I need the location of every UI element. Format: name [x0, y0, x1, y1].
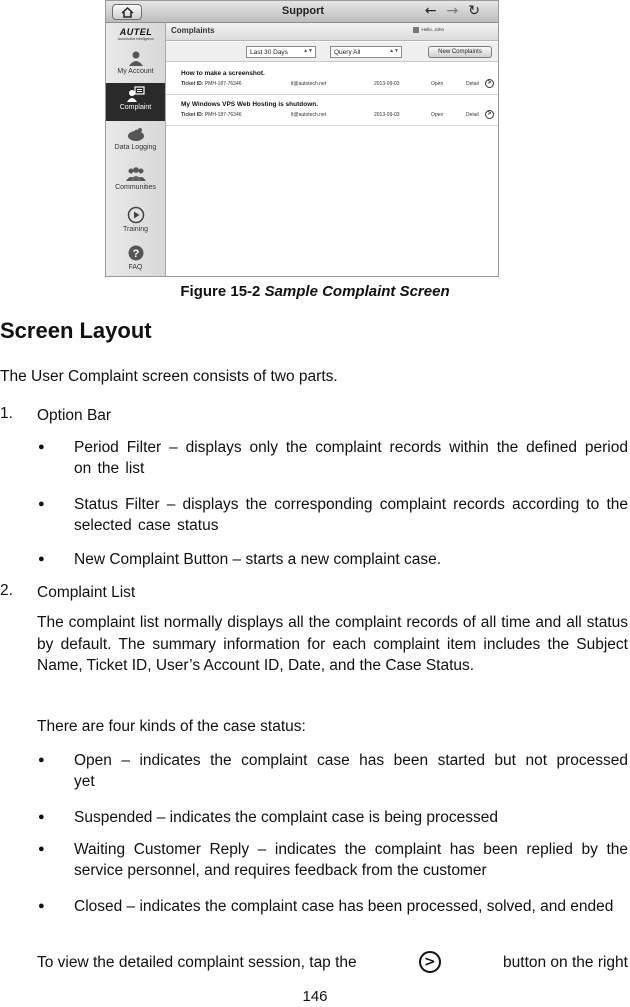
data-logging-icon: [127, 126, 145, 142]
intro-text: The User Complaint screen consists of two parts.: [0, 368, 338, 385]
detail-arrow-icon[interactable]: >: [485, 110, 494, 119]
main-header: [166, 23, 498, 41]
list-title: Option Bar: [37, 407, 112, 424]
user-greeting: Hello, John: [413, 27, 444, 33]
figure-caption: Figure 15-2 Sample Complaint Screen: [180, 283, 450, 300]
bullet-dot: ●: [38, 843, 45, 855]
communities-icon: [126, 166, 146, 182]
bullet-dot: ●: [38, 811, 45, 823]
person-icon: [128, 50, 144, 66]
bullet-text: Suspended – indicates the complaint case is being processed: [74, 809, 498, 826]
bullet-dot: ●: [38, 498, 45, 510]
period-filter[interactable]: Last 30 Days ▲▼: [246, 46, 316, 58]
option-bar: [166, 42, 498, 62]
dropdown-arrow-icon: ▲▼: [389, 48, 399, 54]
bullet-text: Status Filter – displays the corresponding complaint records according to the selected case status: [74, 496, 628, 534]
bullet-text: Waiting Customer Reply – indicates the complaint has been replied by the service personnel, and requires feedback from the customer: [74, 841, 628, 879]
sidebar-item-faq[interactable]: ? FAQ: [106, 241, 165, 277]
complaint-icon: [127, 86, 145, 102]
bullet-dot: ●: [38, 754, 45, 766]
main-panel: [166, 23, 498, 277]
bullet-text: New Complaint Button – starts a new complaint case.: [74, 551, 442, 568]
paragraph: The complaint list normally displays all the complaint records of all time and all status by default. The summary information for each complaint item includes the Subject Name, Ticket ID, User’s Account ID, Date, and the Case Status.: [37, 614, 628, 674]
bullet-text: Open – indicates the complaint case has been started but not processed yet: [74, 752, 628, 790]
sidebar-item-communities[interactable]: Communities: [106, 163, 165, 201]
panel-title: Complaints: [171, 26, 215, 35]
question-icon: [127, 244, 145, 262]
tail-line: To view the detailed complaint session, tap the > button on the right: [37, 951, 628, 973]
sidebar-item-my-account[interactable]: My Account: [106, 47, 165, 85]
bullet-text: Period Filter – displays only the complaint records within the defined period on the list: [74, 439, 628, 477]
play-icon: [127, 206, 145, 224]
paragraph: There are four kinds of the case status:: [37, 718, 306, 735]
forward-arrow-icon[interactable]: →: [446, 3, 469, 19]
list-number: 2.: [0, 582, 13, 599]
sidebar: [106, 23, 166, 277]
user-icon: [413, 27, 419, 33]
bullet-dot: ●: [38, 441, 45, 453]
complaint-screenshot: [105, 0, 499, 277]
title-bar: [106, 1, 498, 23]
window-title: Support: [281, 5, 325, 17]
status-filter[interactable]: Query All ▲▼: [330, 46, 402, 58]
new-complaint-button[interactable]: New Complaints: [428, 46, 492, 58]
complaint-row[interactable]: How to make a screenshot. Ticket ID: PMH-187-76346 lt@autotech.net 2013-09-03 Open Detail >: [166, 65, 498, 95]
home-button[interactable]: [112, 4, 142, 20]
sidebar-item-complaint[interactable]: Complaint: [106, 83, 165, 121]
list-number: 1.: [0, 405, 13, 422]
home-icon: [121, 7, 134, 18]
bullet-dot: ●: [38, 900, 45, 912]
section-heading: Screen Layout: [0, 318, 152, 343]
autel-logo: AUTEL Automotive Intelligence: [117, 27, 155, 41]
complaint-row[interactable]: My Windows VPS Web Hosting is shutdown. Ticket ID: PMH-187-76346 lt@autotech.net 2013-09-03 Open Detail >: [166, 96, 498, 126]
list-title: Complaint List: [37, 584, 136, 601]
detail-arrow-icon: >: [419, 951, 441, 973]
page-number: 146: [302, 988, 328, 1005]
bullet-text: Closed – indicates the complaint case has been processed, solved, and ended: [74, 898, 614, 915]
sidebar-item-training[interactable]: Training: [106, 203, 165, 241]
svg-text:?: ?: [132, 248, 139, 260]
refresh-icon[interactable]: ↻: [468, 3, 490, 19]
detail-arrow-icon[interactable]: >: [485, 79, 494, 88]
back-arrow-icon[interactable]: ←: [424, 3, 447, 19]
dropdown-arrow-icon: ▲▼: [303, 48, 313, 54]
bullet-dot: ●: [38, 553, 45, 565]
sidebar-item-data-logging[interactable]: Data Logging: [106, 123, 165, 161]
